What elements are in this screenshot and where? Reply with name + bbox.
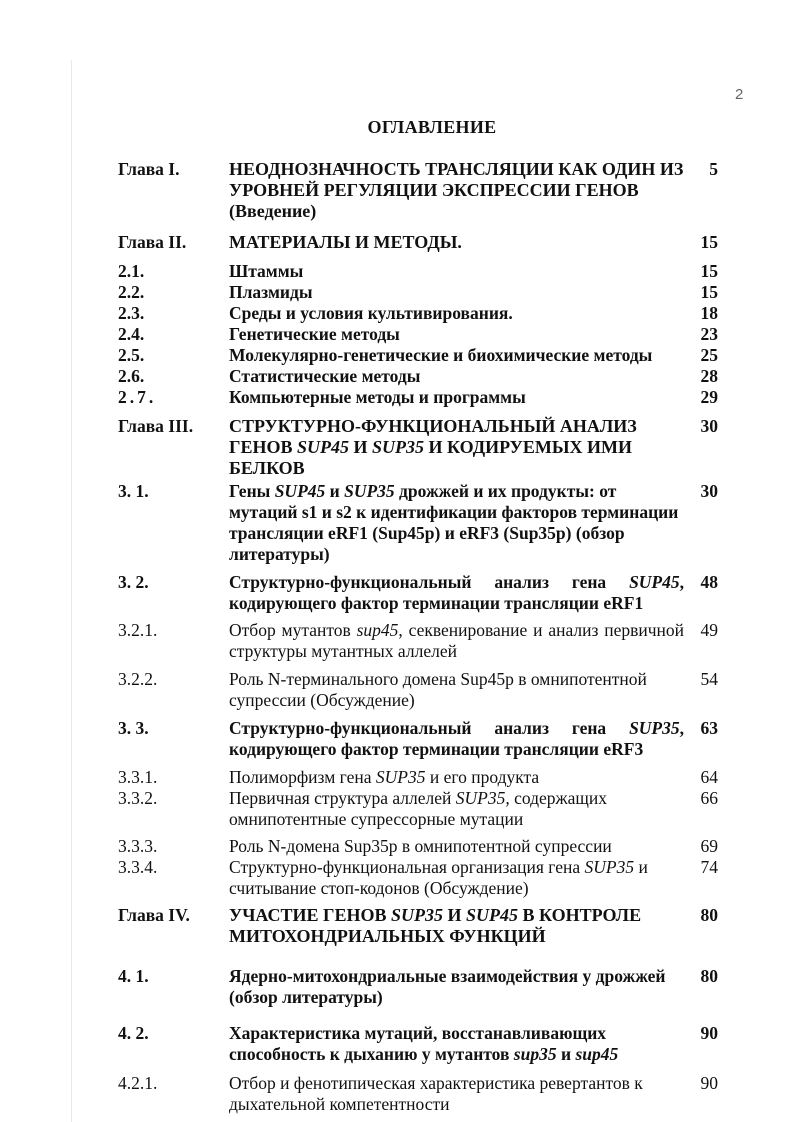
entry-page: 80 <box>700 905 718 925</box>
entry-title: УЧАСТИЕ ГЕНОВ SUP35 И SUP45 В КОНТРОЛЕ МИТОХОНДРИАЛЬНЫХ ФУНКЦИЙ <box>229 905 642 946</box>
entry-number: 2.1. <box>118 261 145 281</box>
entry-page: 30 <box>700 481 718 501</box>
entry-page: 54 <box>700 669 718 689</box>
entry-title: Статистические методы <box>229 366 421 386</box>
gene-name: sup45 <box>575 1044 619 1064</box>
toc-entry-3-3-3[interactable] <box>118 836 718 857</box>
entry-title: Отбор и фенотипическая характеристика ревертантов к дыхательной компетентности <box>229 1073 643 1114</box>
entry-page: 49 <box>700 620 718 640</box>
gene-name: SUP45 <box>629 572 680 592</box>
entry-page: 15 <box>700 261 718 281</box>
entry-number: 3.2.2. <box>118 669 158 689</box>
entry-number: Глава III. <box>118 416 194 436</box>
toc-entry-2-7[interactable] <box>118 387 718 408</box>
entry-page: 25 <box>700 345 718 365</box>
entry-number: 2.6. <box>118 366 145 386</box>
toc-entry-3-2-1[interactable] <box>118 620 718 662</box>
entry-title: Генетические методы <box>229 324 400 344</box>
entry-title: Характеристика мутаций, восстанавливающих способность к дыханию у мутантов sup35 и sup45 <box>229 1023 619 1064</box>
gene-name: SUP35 <box>584 857 635 877</box>
entry-page: 74 <box>700 857 718 877</box>
gene-name: sup45 <box>356 620 399 640</box>
entry-page: 63 <box>700 718 718 738</box>
entry-title: Плазмиды <box>229 282 313 302</box>
entry-page: 30 <box>700 416 718 436</box>
entry-title: Гены SUP45 и SUP35 дрожжей и их продукты: от мутаций s1 и s2 к идентификации факторов терминации трансляции eRF1 (Sup45p) и eRF3 (Sup35p) (обзор литературы) <box>229 481 679 564</box>
toc-entry-2-3[interactable] <box>118 303 718 324</box>
entry-page: 23 <box>700 324 718 344</box>
entry-number: 2.7. <box>118 387 157 407</box>
gene-name: SUP35 <box>344 481 395 501</box>
entry-title: Компьютерные методы и программы <box>229 387 526 407</box>
toc-entry-3-1[interactable] <box>118 481 718 565</box>
gene-name: SUP35 <box>629 718 680 738</box>
entry-page: 69 <box>700 836 718 856</box>
entry-number: 3.3.2. <box>118 788 158 808</box>
toc-entry-3-2[interactable] <box>118 572 718 614</box>
toc-entry-chapter-3[interactable] <box>118 416 718 479</box>
entry-page: 80 <box>700 966 718 986</box>
toc-entry-4-2[interactable] <box>118 1023 718 1065</box>
entry-page: 15 <box>700 232 718 252</box>
gene-name: sup35 <box>513 1044 557 1064</box>
entry-page: 48 <box>700 572 718 592</box>
toc-entry-2-2[interactable] <box>118 282 718 303</box>
entry-title: МАТЕРИАЛЫ И МЕТОДЫ. <box>229 232 462 252</box>
entry-page: 66 <box>700 788 718 808</box>
toc-entry-chapter-1[interactable] <box>118 159 718 222</box>
entry-page: 90 <box>700 1073 718 1093</box>
gene-name: SUP45 <box>274 481 326 501</box>
entry-number: 3.3.1. <box>118 767 158 787</box>
entry-number: 2.3. <box>118 303 145 323</box>
entry-number: 3. 2. <box>118 572 149 592</box>
toc-entry-2-4[interactable] <box>118 324 718 345</box>
entry-page: 29 <box>700 387 718 407</box>
toc-entry-3-3[interactable] <box>118 718 718 760</box>
entry-title: НЕОДНОЗНАЧНОСТЬ ТРАНСЛЯЦИИ КАК ОДИН ИЗ УРОВНЕЙ РЕГУЛЯЦИИ ЭКСПРЕССИИ ГЕНОВ (Введение) <box>229 159 684 221</box>
entry-number: 3. 3. <box>118 718 149 738</box>
entry-title: Отбор мутантов sup45, секвенирование и анализ первичной структуры мутантных аллелей <box>229 620 685 661</box>
entry-page: 5 <box>709 159 718 179</box>
entry-page: 64 <box>700 767 718 787</box>
entry-title: Роль N-терминального домена Sup45p в омнипотентной супрессии (Обсуждение) <box>229 669 647 710</box>
gene-name: SUP35 <box>372 437 425 457</box>
entry-number: 2.2. <box>118 282 145 302</box>
entry-page: 90 <box>700 1023 718 1043</box>
gene-name: SUP35 <box>391 905 444 925</box>
entry-title: Первичная структура аллелей SUP35, содержащих омнипотентные супрессорные мутации <box>229 788 607 829</box>
toc-entry-4-1[interactable] <box>118 966 718 1008</box>
toc-entry-3-3-1[interactable] <box>118 767 718 788</box>
gene-name: SUP45 <box>466 905 519 925</box>
entry-number: 3.3.3. <box>118 836 158 856</box>
toc-entry-2-5[interactable] <box>118 345 718 366</box>
entry-page: 18 <box>700 303 718 323</box>
entry-number: 2.5. <box>118 345 145 365</box>
gene-name: SUP45 <box>296 437 349 457</box>
entry-title: Штаммы <box>229 261 304 281</box>
table-of-contents <box>118 159 718 1115</box>
toc-entry-3-2-2[interactable] <box>118 669 718 711</box>
toc-entry-chapter-4[interactable] <box>118 905 718 947</box>
toc-entry-chapter-2[interactable] <box>118 232 718 253</box>
entry-title: Молекулярно-генетические и биохимические методы <box>229 345 653 365</box>
toc-entry-3-3-4[interactable] <box>118 857 718 899</box>
entry-page: 28 <box>700 366 718 386</box>
entry-title: Роль N-домена Sup35p в омнипотентной супрессии <box>229 836 612 856</box>
entry-title: Полиморфизм гена SUP35 и его продукта <box>229 767 540 787</box>
page-number: 2 <box>735 86 744 103</box>
page-title: ОГЛАВЛЕНИЕ <box>367 117 497 137</box>
entry-number: Глава II. <box>118 232 187 252</box>
entry-number: 4. 1. <box>118 966 149 986</box>
toc-entry-2-1[interactable] <box>118 261 718 282</box>
entry-number: 3. 1. <box>118 481 149 501</box>
entry-number: Глава I. <box>118 159 180 179</box>
toc-entry-3-3-2[interactable] <box>118 788 718 830</box>
entry-title: Структурно-функциональный анализ гена SUP45, кодирующего фактор терминации трансляции eRF1 <box>229 572 684 613</box>
entry-title: СТРУКТУРНО-ФУНКЦИОНАЛЬНЫЙ АНАЛИЗ ГЕНОВ SUP45 И SUP35 И КОДИРУЕМЫХ ИМИ БЕЛКОВ <box>229 416 637 478</box>
entry-page: 15 <box>700 282 718 302</box>
left-margin-line <box>71 60 72 1122</box>
entry-number: Глава IV. <box>118 905 190 925</box>
entry-number: 3.2.1. <box>118 620 158 640</box>
entry-number: 4.2.1. <box>118 1073 158 1093</box>
entry-number: 2.4. <box>118 324 145 344</box>
entry-number: 4. 2. <box>118 1023 149 1043</box>
gene-name: SUP35 <box>375 767 426 787</box>
entry-title: Ядерно-митохондриальные взаимодействия у дрожжей (обзор литературы) <box>229 966 666 1007</box>
toc-entry-2-6[interactable] <box>118 366 718 387</box>
toc-entry-4-2-1[interactable] <box>118 1073 718 1115</box>
gene-name: SUP35, <box>455 788 510 808</box>
entry-title: Среды и условия культивирования. <box>229 303 513 323</box>
entry-number: 3.3.4. <box>118 857 158 877</box>
entry-title: Структурно-функциональный анализ гена SUP35, кодирующего фактор терминации трансляции eRF3 <box>229 718 684 759</box>
entry-title: Структурно-функциональная организация гена SUP35 и считывание стоп-кодонов (Обсуждение) <box>229 857 648 898</box>
